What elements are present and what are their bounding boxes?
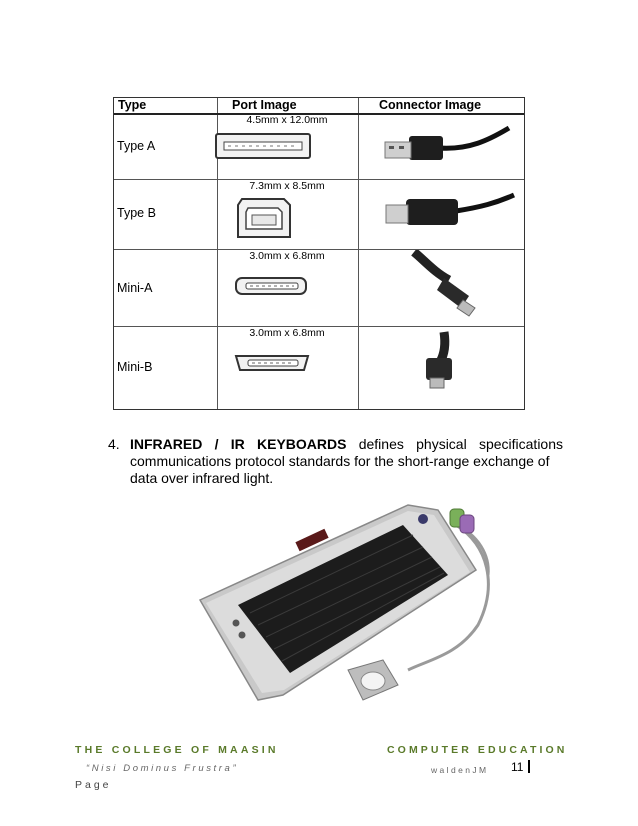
definition-rest: communications protocol standards for the short-range exchange of data over infrared light. <box>130 453 550 486</box>
footer-motto: “Nisi Dominus Frustra” <box>86 763 239 774</box>
header-port-image: Port Image <box>232 98 297 112</box>
column-divider <box>358 98 359 409</box>
dimension-mini-b: 3.0mm x 6.8mm <box>249 327 325 339</box>
type-b-port-icon <box>234 195 294 243</box>
type-a-connector-icon <box>379 118 514 173</box>
page-number-separator <box>528 760 530 773</box>
ir-receiver <box>348 660 398 700</box>
dimension-mini-a: 3.0mm x 6.8mm <box>249 250 325 262</box>
mini-a-port-icon <box>232 274 312 300</box>
infrared-keyboard-image <box>198 495 498 715</box>
row-label-mini-b: Mini-B <box>117 360 153 374</box>
dimension-type-a: 4.5mm x 12.0mm <box>246 114 328 126</box>
footer-college-name: THE COLLEGE OF MAASIN <box>75 744 279 756</box>
usb-connector-table <box>113 97 525 410</box>
footer-author: waldenJM <box>431 765 489 775</box>
footer-page-label: Page <box>75 779 112 791</box>
type-b-connector-icon <box>376 183 516 243</box>
mini-a-connector-icon <box>399 250 494 322</box>
ps2-plug-purple <box>460 515 474 533</box>
row-label-type-a: Type A <box>117 139 156 153</box>
mini-b-connector-icon <box>404 330 474 400</box>
mini-b-port-icon <box>232 350 314 376</box>
page-number: 11 <box>511 760 524 774</box>
type-a-port-icon <box>214 131 314 163</box>
row-label-type-b: Type B <box>117 206 156 220</box>
list-item-first-line <box>130 436 563 453</box>
header-type: Type <box>118 98 147 112</box>
definition-start: defines physical specifications <box>358 436 563 452</box>
footer-department: COMPUTER EDUCATION <box>387 744 568 756</box>
row-label-mini-a: Mini-A <box>117 281 153 295</box>
list-number: 4. <box>108 436 120 452</box>
dimension-type-b: 7.3mm x 8.5mm <box>249 180 325 192</box>
term-infrared-keyboards: INFRARED / IR KEYBOARDS <box>130 436 347 452</box>
header-connector-image: Connector Image <box>379 98 482 112</box>
